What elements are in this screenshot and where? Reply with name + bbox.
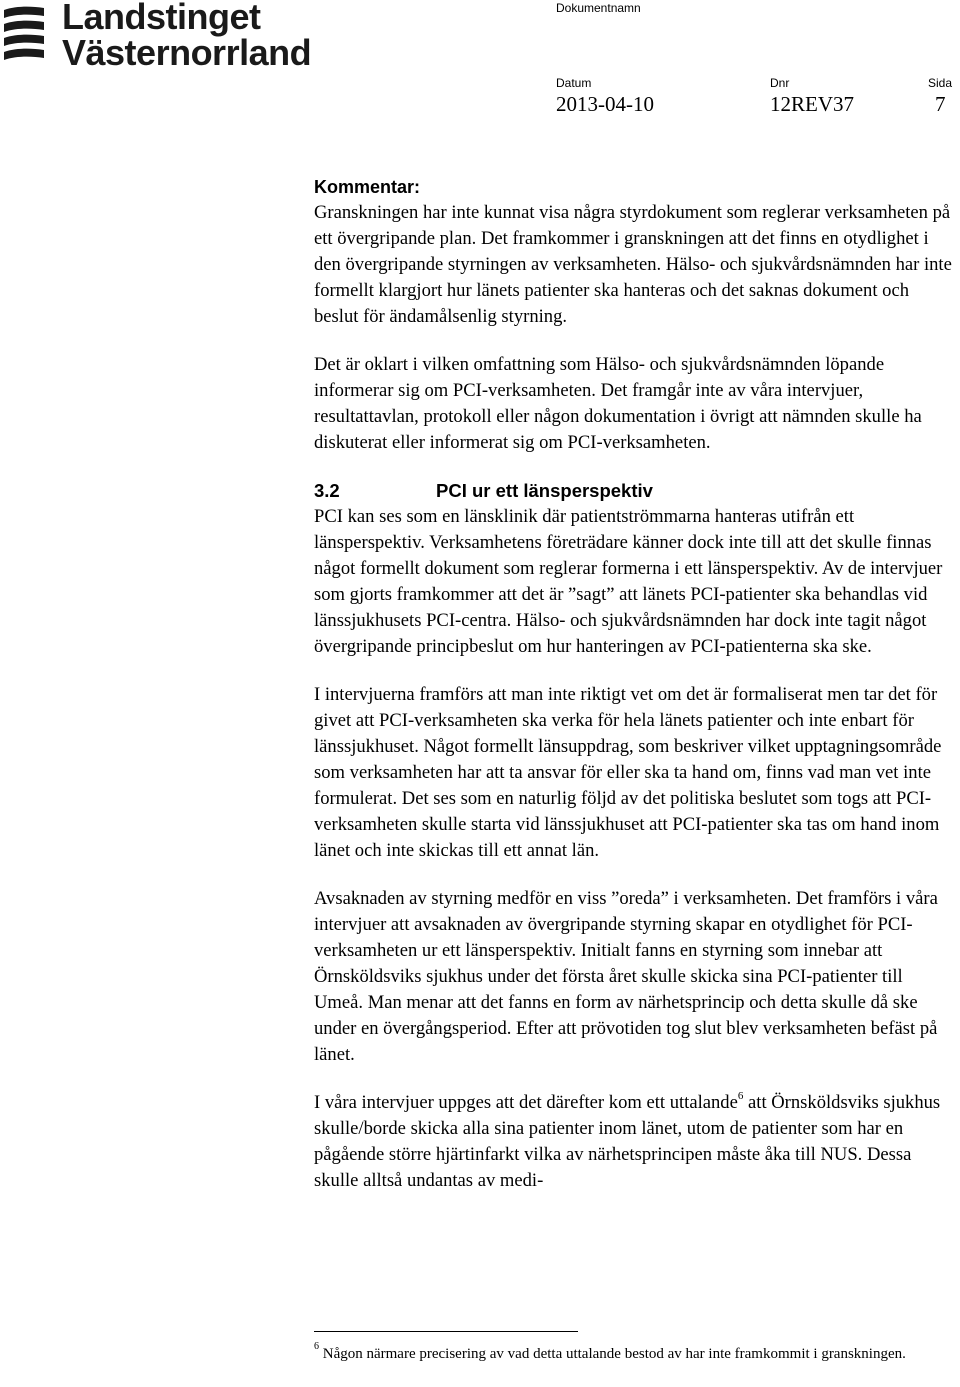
- section-title: PCI ur ett länsperspektiv: [436, 480, 653, 501]
- footnote-number: 6: [314, 1341, 319, 1352]
- section-number: 3.2: [314, 480, 340, 501]
- comment-heading: Kommentar:: [314, 177, 421, 197]
- organization-logo: [0, 0, 312, 73]
- date-value: 2013-04-10: [556, 92, 654, 116]
- footnote: [314, 1343, 954, 1365]
- dnr-value: 12REV37: [770, 92, 854, 116]
- paragraph: PCI kan ses som en länsklinik där patientströmmarna hanteras utifrån ett länsperspektiv. Verksamhetens företrädare känner dock inte till att det skulle finnas något formellt dokument som reglerar formerna i ett länsperspektiv. Av de intervjuer som gjorts framkommer att det är ”sagt” att länets PCI-patienter ska behandlas vid länssjukhusets PCI-centra. Hälso- och sjukvårdsnämnden har dock inte tagit något övergripande principbeslut om hur hanteringen av PCI-patienterna ska ske.: [314, 506, 943, 657]
- logo-line-2: Västernorrland: [62, 32, 312, 73]
- footnote-text: Någon närmare precisering av vad detta uttalande bestod av har inte framkommit i granskningen.: [319, 1346, 906, 1362]
- paragraph: [314, 1090, 956, 1194]
- section-heading: [314, 478, 956, 504]
- document-name-label: Dokumentnamn: [556, 1, 641, 15]
- logo-mark-icon: [0, 4, 50, 66]
- page-number: 7: [935, 92, 946, 116]
- page-label: Sida: [928, 76, 953, 90]
- date-label: Datum: [556, 76, 592, 90]
- paragraph-text: att Örnsköldsviks sjukhus skulle/borde skicka alla sina patienter inom länet, utom de patienter som har en pågående större hjärtinfarkt vilka av närhetsprincipen måste åka till NUS. Dessa skulle alltså undantas av medi-: [314, 1092, 941, 1191]
- logo-line-1: Landstinget: [62, 0, 261, 37]
- paragraph: I intervjuerna framförs att man inte riktigt vet om det är formaliserat men tar det för givet att PCI-verksamheten ska verka för hela länets patienter och inte enbart för länssjukhuset. Något formellt länsuppdrag, som beskriver vilket upptagningsområde som verksamheten har att ta ansvar för eller ska ta hand om, finns vad man vet inte formulerat. Det ses som en naturlig följd av det politiska beslutet som togs att PCI-verksamheten skulle starta vid länssjukhuset att PCI-patienter ska tas om hand inom länet och inte skickas till ett annat län.: [314, 684, 942, 861]
- paragraph: Avsaknaden av styrning medför en viss ”oreda” i verksamheten. Det framförs i våra intervjuer att avsaknaden av övergripande styrning skapar en otydlighet för PCI-verksamheten ur ett länsperspektiv. Initialt fanns en styrning som innebar att Örnsköldsviks sjukhus under det första året skulle skicka sina PCI-patienter till Umeå. Man menar att det fanns en form av närhetsprincip och detta skulle då ske under en övergångsperiod. Efter att prövotiden tog slut blev verksamheten befäst på länet.: [314, 888, 938, 1065]
- dnr-label: Dnr: [770, 76, 790, 90]
- document-body: [314, 174, 956, 1216]
- footnote-reference[interactable]: 6: [737, 1089, 744, 1102]
- paragraph: Granskningen har inte kunnat visa några styrdokument som reglerar verksamheten på ett övergripande plan. Det framkommer i granskningen att det finns en otydlighet i den övergripande styrningen av verksamheten. Hälso- och sjukvårdsnämnden har inte formellt klargjort hur länets patienter ska hanteras och det saknas dokument och beslut för ändamålsenlig styrning.: [314, 202, 952, 327]
- logo-wordmark: [62, 0, 311, 72]
- footnote-divider: [314, 1331, 578, 1332]
- paragraph: Det är oklart i vilken omfattning som Hälso- och sjukvårdsnämnden löpande informerar sig om PCI-verksamheten. Det framgår inte av våra intervjuer, resultattavlan, protokoll eller någon dokumentation i övrigt att nämnden skulle ha diskuterat eller informerat sig om PCI-verksamheten.: [314, 354, 922, 453]
- paragraph-text: I våra intervjuer uppges att det därefter kom ett uttalande: [314, 1092, 738, 1113]
